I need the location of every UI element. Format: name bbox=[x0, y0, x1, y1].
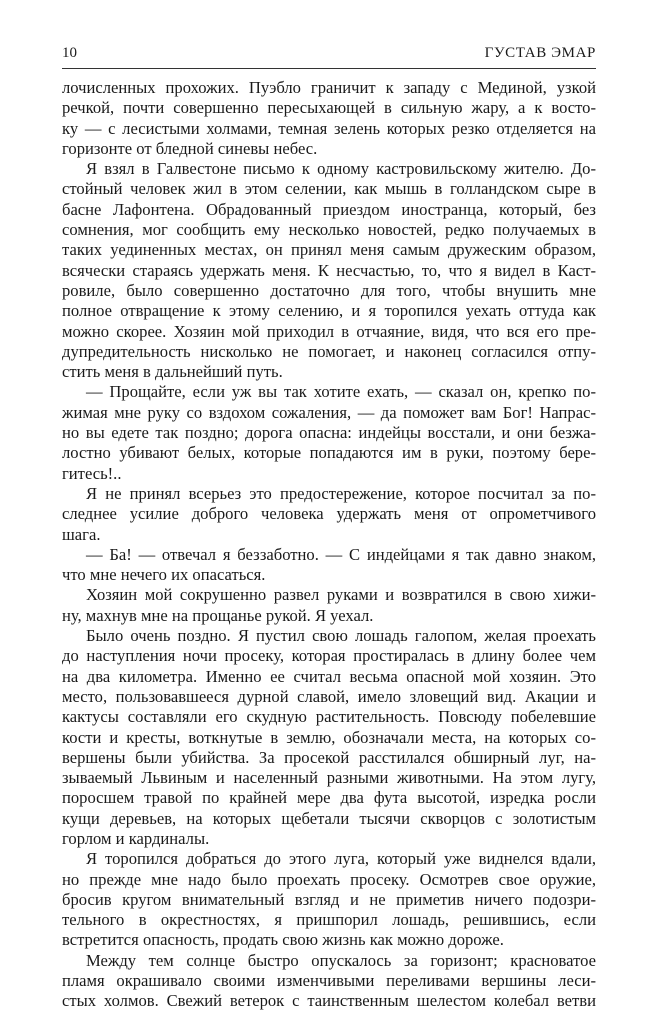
text-line: но вы едете так поздно; дорога опасна: индейцы восстали, и они безжа- bbox=[62, 423, 596, 443]
text-line: Я не принял всерьез это предостережение, которое посчитал за по- bbox=[86, 483, 596, 503]
text-line: Было очень поздно. Я пустил свою лошадь галопом, желая проехать bbox=[86, 626, 596, 646]
text-line: дупредительность нисколько не помогает, и наконец согласился отпу- bbox=[62, 341, 596, 361]
text-line: место, пользовавшееся дурной славой, имело зловещий вид. Акации и bbox=[62, 686, 596, 706]
text-line: вершены были убийства. За просекой расстилался обширный луг, на- bbox=[62, 747, 596, 767]
text-line: поросшем травой по крайней мере два фута высотой, изредка росли bbox=[62, 788, 596, 808]
text-line: сомнения, мог сообщить ему несколько новостей, редко получаемых в bbox=[62, 220, 596, 240]
header-rule bbox=[62, 68, 596, 69]
text-line: кущи деревьев, на которых щебетали тысячи скворцов с золотистым bbox=[62, 808, 596, 828]
text-line: стить меня в дальнейший путь. bbox=[62, 362, 283, 382]
text-line: ну, махнув мне на прощанье рукой. Я уехал. bbox=[62, 605, 374, 625]
text-line: ку — с лесистыми холмами, темная зелень которых резко отделяется на bbox=[62, 118, 596, 138]
text-line: что мне нечего их опасаться. bbox=[62, 565, 266, 585]
text-line: Я торопился добраться до этого луга, который уже виднелся вдали, bbox=[86, 849, 596, 869]
text-line: горизонте от бледной синевы небес. bbox=[62, 138, 318, 158]
text-line: следнее усилие доброго человека удержать меня от опрометчивого bbox=[62, 504, 596, 524]
text-line: до наступления ночи просеку, которая простиралась в длину более чем bbox=[62, 646, 596, 666]
text-line: горлом и кардиналы. bbox=[62, 828, 210, 848]
text-line: речкой, почти совершенно пересыхающей в сильную жару, а к восто- bbox=[62, 98, 596, 118]
text-line: встретится опасность, продать свою жизнь как можно дороже. bbox=[62, 930, 504, 950]
text-line: кактусы составляли его скудную растительность. Повсюду побелевшие bbox=[62, 707, 596, 727]
text-line: но прежде мне надо было проехать просеку. Осмотрев свое оружие, bbox=[62, 869, 596, 889]
text-line: кости и кресты, воткнутые в землю, обозначали места, на которых со- bbox=[62, 727, 596, 747]
body-text bbox=[62, 78, 596, 1012]
text-line: можно скорее. Хозяин мой приходил в отчаяние, видя, что вся его пре- bbox=[62, 321, 596, 341]
text-line: стойный человек жил в этом селении, как мышь в голландском сыре в bbox=[62, 179, 596, 199]
text-line: Хозяин мой сокрушенно развел руками и возвратился в свою хижи- bbox=[86, 585, 596, 605]
text-line: на два километра. Именно ее считал весьма опасной мой хозяин. Это bbox=[62, 666, 596, 686]
text-line: полное отвращение к этому селению, и я торопился уехать оттуда как bbox=[62, 301, 596, 321]
text-line: таких уединенных местах, он принял меня самым дружеским образом, bbox=[62, 240, 596, 260]
page-number: 10 bbox=[62, 45, 77, 61]
text-line: тельного в окрестностях, я пришпорил лошадь, решившись, если bbox=[62, 910, 596, 930]
page-header bbox=[62, 42, 596, 64]
running-title: ГУСТАВ ЭМАР bbox=[484, 45, 596, 61]
text-line: пламя окрашивало своими изменчивыми переливами вершины леси- bbox=[62, 971, 596, 991]
text-line: Между тем солнце быстро опускалось за горизонт; красноватое bbox=[86, 950, 596, 970]
text-line: ровиле, было совершенно достаточно для того, чтобы внушить мне bbox=[62, 280, 596, 300]
text-line: Я взял в Галвестоне письмо к одному кастровильскому жителю. До- bbox=[86, 159, 596, 179]
text-line: лочисленных прохожих. Пуэбло граничит к западу с Мединой, узкой bbox=[62, 78, 596, 97]
text-line: зываемый Львиным и населенный разными животными. На этом лугу, bbox=[62, 768, 596, 788]
text-line: всячески стараясь удержать меня. К несчастью, то, что я видел в Каст- bbox=[62, 260, 596, 280]
text-line: жимая мне руку со вздохом сожаления, — да поможет вам Бог! Напрас- bbox=[62, 402, 596, 422]
text-line: стых холмов. Свежий ветерок с таинственным шелестом колебал ветви bbox=[62, 991, 596, 1011]
text-line: — Прощайте, если уж вы так хотите ехать, — сказал он, крепко по- bbox=[86, 382, 596, 402]
text-line: лостно убивают белых, которые попадаются им в руки, поэтому бере- bbox=[62, 443, 596, 463]
text-line: бросив кругом внимательный взгляд и не приметив ничего подозри- bbox=[62, 889, 596, 909]
text-line: басне Лафонтена. Обрадованный приездом иностранца, который, без bbox=[62, 199, 596, 219]
text-line: шага. bbox=[62, 524, 101, 544]
text-line: — Ба! — отвечал я беззаботно. — С индейцами я так давно знаком, bbox=[86, 544, 596, 564]
text-line: гитесь!.. bbox=[62, 463, 122, 483]
